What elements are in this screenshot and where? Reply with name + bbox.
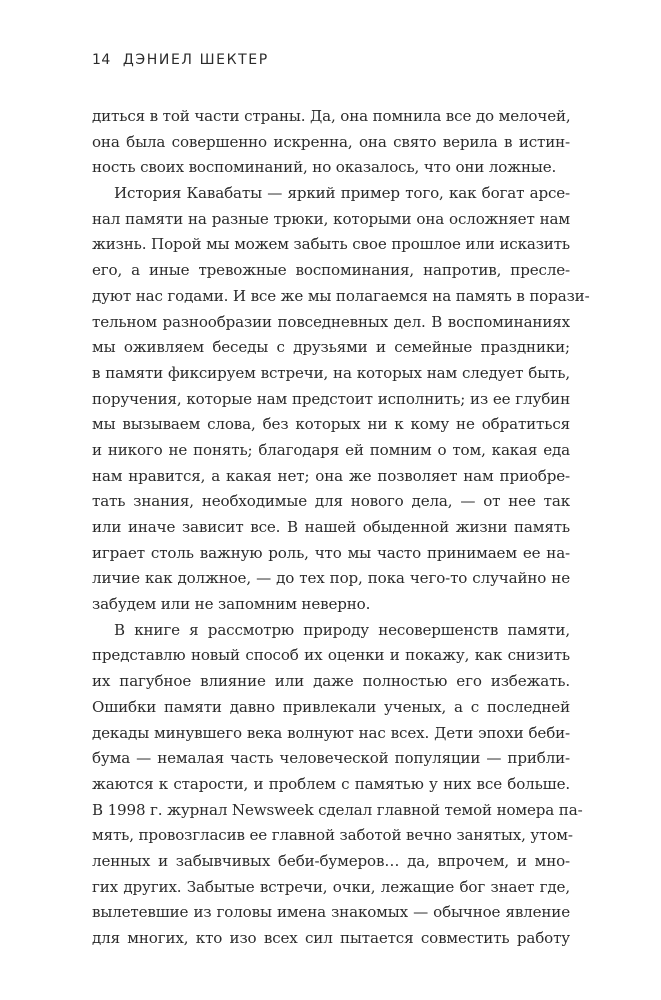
text-line: в памяти фиксируем встречи, на которых нам следует быть, [92, 363, 570, 382]
text-line: декады минувшего века волнуют нас всех. Дети эпохи беби- [92, 723, 570, 742]
text-line: ленных и забывчивых беби-бумеров… да, впрочем, и мно- [92, 851, 570, 870]
text-line: гих других. Забытые встречи, очки, лежащие бог знает где, [92, 877, 570, 896]
text-line: их пагубное влияние или даже полностью его избежать. [92, 672, 570, 691]
text-line: забудем или не запомним неверно. [92, 595, 371, 614]
text-line: бума — немалая часть человеческой популяции — прибли- [92, 749, 570, 768]
running-head [92, 52, 269, 68]
text-line: поручения, которые нам предстоит исполнить; из ее глубин [92, 389, 570, 408]
text-line: мы оживляем беседы с друзьями и семейные праздники; [92, 338, 570, 357]
text-line: или иначе зависит все. В нашей обыденной жизни память [92, 518, 570, 536]
text-line: представлю новый способ их оценки и покажу, как снизить [92, 646, 570, 665]
body-text [92, 104, 590, 952]
text-line: мы вызываем слова, без которых ни к кому не обратиться [92, 415, 570, 434]
text-line: В 1998 г. журнал Newsweek сделал главной темой номера па- [92, 800, 583, 819]
text-line: играет столь важную роль, что мы часто принимаем ее на- [92, 543, 570, 562]
text-line: нам нравится, а какая нет; она же позволяет нам приобре- [92, 466, 570, 485]
text-line: ность своих воспоминаний, но оказалось, что они ложные. [92, 158, 557, 177]
text-line: История Кавабаты — яркий пример того, как богат арсе- [114, 184, 570, 203]
text-line: вылетевшие из головы имена знакомых — обычное явление [92, 903, 570, 922]
text-line: диться в той части страны. Да, она помнила все до мелочей, [92, 107, 571, 125]
text-line: тать знания, необходимые для нового дела, — от нее так [92, 492, 570, 511]
text-line: жизнь. Порой мы можем забыть свое прошлое или исказить [92, 235, 570, 254]
text-line: дуют нас годами. И все же мы полагаемся на память в порази- [92, 286, 590, 305]
text-line: тельном разнообразии повседневных дел. В воспоминаниях [92, 312, 570, 331]
text-line: жаются к старости, и проблем с памятью у них все больше. [92, 774, 570, 793]
text-line: личие как должное, — до тех пор, пока чего-то случайно не [92, 569, 570, 588]
text-line: нал памяти на разные трюки, которыми она осложняет нам [92, 209, 570, 228]
text-line: В книге я рассмотрю природу несовершенств памяти, [114, 620, 570, 639]
running-title: ДЭНИЕЛ ШЕКТЕР [122, 52, 269, 68]
text-line: мять, провозгласив ее главной заботой вечно занятых, утом- [92, 826, 573, 845]
text-line: для многих, кто изо всех сил пытается совместить работу [92, 929, 570, 947]
text-line: Ошибки памяти давно привлекали ученых, а с последней [92, 697, 570, 716]
page-number: 14 [92, 52, 111, 68]
text-line: его, а иные тревожные воспоминания, напротив, пресле- [92, 261, 570, 280]
text-line: она была совершенно искренна, она свято верила в истин- [92, 132, 570, 151]
text-line: и никого не понять; благодаря ей помним о том, какая еда [92, 440, 570, 459]
